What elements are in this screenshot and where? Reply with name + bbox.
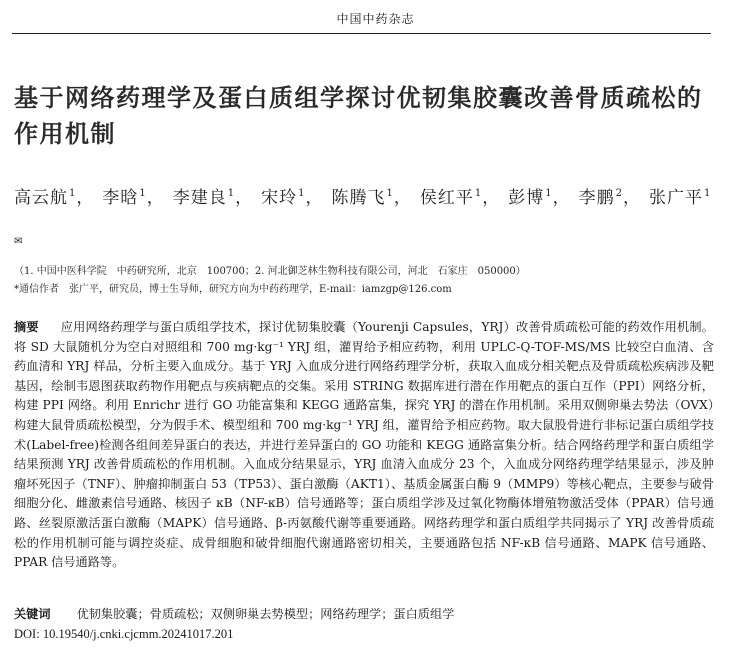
author-name: 李建良 xyxy=(172,188,227,208)
article-title: 基于网络药理学及蛋白质组学探讨优韧集胶囊改善骨质疏松的作用机制 xyxy=(14,83,703,148)
keywords xyxy=(14,606,714,622)
author xyxy=(261,188,305,208)
author-affiliation-marker: 1 xyxy=(227,188,236,199)
author xyxy=(508,188,552,208)
author-name: 彭博 xyxy=(508,188,545,208)
abstract-text: 应用网络药理学与蛋白质组学技术，探讨优韧集胶囊（Yourenji Capsules，YRJ）改善骨质疏松可能的药效作用机制。将 SD 大鼠随机分为空白对照组和 700 mg·kg⁻¹ YRJ 组，灌胃给予相应药物，利用 UPLC-Q-TOF-MS/MS 比较空白血清、含药血清和 YRJ 样品，分析主要入血成分。基于 YRJ 入血成分进行网络药理学分析，获取入血成分相关靶点及骨质疏松疾病涉及靶基因，绘制韦恩图获取药物作用靶点与疾病靶点的交集。采用 STRING 数据库进行潜在作用靶点的蛋白互作（PPI）网络分析，构建 PPI 网络。利用 Enrichr 进行 GO 功能富集和 KEGG 通路富集，探究 YRJ 的潜在作用机制。采用双侧卵巢去势法（OVX）构建大鼠骨质疏松模型，分为假手术、模型组和 700 mg·kg⁻¹ YRJ 组，灌胃给予相应药物。取大鼠股骨进行非标记蛋白质组学技术(Label-free)检测各组间差异蛋白的表达，并进行差异蛋白的 GO 功能和 KEGG 通路富集分析。结合网络药理学和蛋白质组学结果预测 YRJ 改善骨质疏松的作用机制。入血成分结果显示，YRJ 血清入血成分 23 个，入血成分网络药理学结果显示，涉及肿瘤坏死因子（TNF）、肿瘤抑制蛋白 53（TP53）、蛋白激酶（AKT1）、基质金属蛋白酶 9（MMP9）等核心靶点，主要参与破骨细胞分化、雌激素信号通路、核因子 κB（NF-κB）信号通路等；蛋白质组学涉及过氧化物酶体增殖物激活受体（PPAR）信号通路、丝裂原激活蛋白激酶（MAPK）信号通路、β-丙氨酸代谢等重要通路。网络药理学和蛋白质组学共同揭示了 YRJ 改善骨质疏松的作用机制可能与调控炎症、成骨细胞和破骨细胞代谢通路密切相关，主要通路包括 NF-κB 信号通路、MAPK 信号通路、PPAR 信号通路等。 xyxy=(14,320,714,570)
author xyxy=(579,188,623,208)
author-separator: ， xyxy=(623,188,641,208)
author-name: 高云航 xyxy=(14,188,68,208)
author xyxy=(332,188,394,208)
author xyxy=(173,188,235,208)
author-separator: ， xyxy=(76,188,95,208)
author-affiliation-marker: 1 xyxy=(386,188,394,199)
author-separator: ， xyxy=(393,188,412,208)
keywords-text: 优韧集胶囊；骨质疏松；双侧卵巢去势模型；网络药理学；蛋白质组学 xyxy=(76,607,455,621)
author-affiliation-marker: 2 xyxy=(615,188,623,199)
author-affiliation-marker: 1 xyxy=(139,188,147,199)
author-separator: ， xyxy=(482,188,501,208)
author-name: 侯红平 xyxy=(419,188,474,208)
abstract xyxy=(14,318,714,573)
author-name: 李晗 xyxy=(102,188,139,208)
author xyxy=(102,188,146,208)
author-affiliation-marker: 1 xyxy=(474,188,483,199)
affiliation-text: （1. 中国中医科学院 中药研究所，北京 100700；2. 河北御芝林生物科技有限公司，河北 石家庄 050000） xyxy=(14,266,526,277)
abstract-label: 摘要 xyxy=(14,320,39,334)
journal-name: 中国中药杂志 xyxy=(336,12,415,26)
author-name: 李鹏 xyxy=(578,188,615,208)
author-name: 张广平 xyxy=(649,188,703,208)
corresponding-author-text: *通信作者 张广平，研究员，博士生导师，研究方向为中药药理学，E-mail：iamzgp@126.com xyxy=(14,284,452,295)
author-separator: ， xyxy=(552,188,571,208)
author-affiliation-marker: 1 xyxy=(298,188,306,199)
author-affiliation-marker: 1 xyxy=(69,188,77,199)
author xyxy=(14,188,76,208)
author xyxy=(420,188,482,208)
author-affiliation-marker: 1 xyxy=(545,188,553,199)
doi: DOI: 10.19540/j.cnki.cjcmm.20241017.201 xyxy=(14,627,234,641)
affiliations-block xyxy=(14,263,734,299)
author-separator: ， xyxy=(235,188,254,208)
header-rule xyxy=(12,33,711,34)
keywords-label: 关键词 xyxy=(14,607,51,621)
author-name: 宋玲 xyxy=(261,188,298,208)
author-name: 陈腾飞 xyxy=(331,188,386,208)
author-separator: ， xyxy=(305,188,324,208)
author-list xyxy=(14,172,714,268)
author-separator: ， xyxy=(146,188,165,208)
author-affiliation-marker: 1✉ xyxy=(14,188,712,247)
